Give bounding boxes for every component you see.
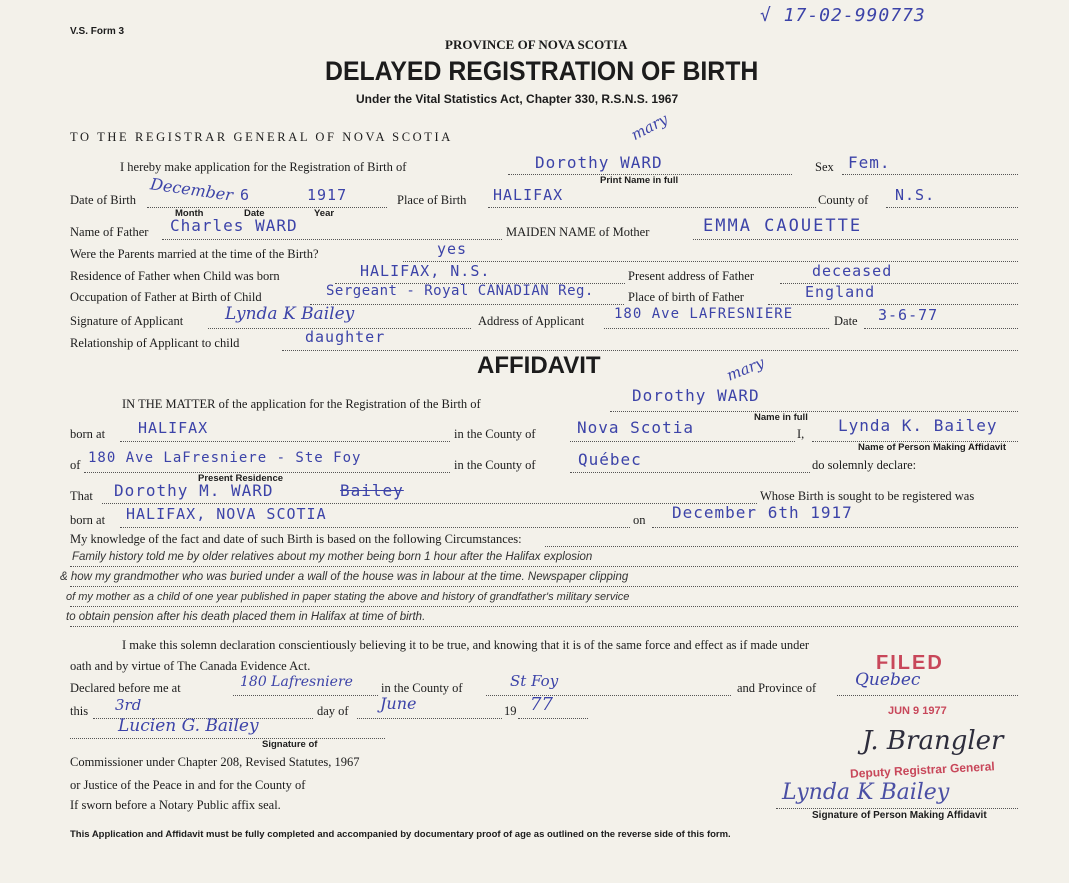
form-title: DELAYED REGISTRATION OF BIRTH <box>325 56 759 86</box>
applicant-signature-label: Signature of Applicant <box>70 314 184 328</box>
affiant-signature: Lynda K Bailey <box>782 780 950 805</box>
circumstance-line-3: of my mother as a child of one year published in paper stating the above and history of grandfather's military service <box>66 591 630 603</box>
circumstance-line-1: Family history told me by older relatives about my mother being born 1 hour after the Halifax explosion <box>72 551 593 563</box>
i-label: I, <box>797 427 805 441</box>
born-at-label: born at <box>70 427 106 441</box>
this-label: this <box>70 704 89 718</box>
and-province-label: and Province of <box>737 681 817 695</box>
struck-surname: Bailey <box>340 481 404 500</box>
maiden-name-label: MAIDEN NAME of Mother <box>506 225 650 239</box>
knowledge-label: My knowledge of the fact and date of such Birth is based on the following Circumstances: <box>70 532 522 546</box>
month-caption: Month <box>175 208 204 219</box>
residence-label: Residence of Father when Child was born <box>70 269 280 283</box>
commissioner-signature: Lucien G. Bailey <box>118 716 259 736</box>
affiant-residence-value: 180 Ave LaFresniere - Ste Foy <box>88 450 362 466</box>
applicant-address-label: Address of Applicant <box>478 314 585 328</box>
commissioner-text: Commissioner under Chapter 208, Revised Statutes, 1967 <box>70 755 360 769</box>
sex-value: Fem. <box>848 153 891 172</box>
hereby-label: I hereby make application for the Registration of Birth of <box>120 160 407 174</box>
declared-month-value: June <box>380 694 417 713</box>
nineteen-label: 19 <box>504 704 517 718</box>
place-of-birth-label: Place of Birth <box>397 193 467 207</box>
name-person-caption: Name of Person Making Affidavit <box>858 442 1006 453</box>
solemnly-declare-label: do solemnly declare: <box>812 458 917 472</box>
born-at-value: HALIFAX <box>138 419 209 437</box>
act-subtitle: Under the Vital Statistics Act, Chapter 330, R.S.N.S. 1967 <box>356 92 679 106</box>
occupation-value: Sergeant - Royal CANADIAN Reg. <box>326 283 594 299</box>
married-value: yes <box>437 240 468 258</box>
day-of-label: day of <box>317 704 349 718</box>
declared-before-label: Declared before me at <box>70 681 181 695</box>
circumstance-line-2: & how my grandmother who was buried under a wall of the house was in labour at the time. Newspaper clipping <box>60 571 629 583</box>
in-county-label: in the County of <box>454 427 536 441</box>
born-at-value-2: HALIFAX, NOVA SCOTIA <box>126 505 327 523</box>
declared-at-value: 180 Lafresniere <box>240 674 353 690</box>
form-number: V.S. Form 3 <box>70 26 125 37</box>
signature-person-caption: Signature of Person Making Affidavit <box>812 810 987 821</box>
solemn-declaration-text: I make this solemn declaration conscientiously believing it to be true, and knowing that it is of the same force and effect as if made under <box>122 638 810 652</box>
filed-stamp: FILED <box>876 652 944 674</box>
occupation-label: Occupation of Father at Birth of Child <box>70 290 262 304</box>
filed-stamp-date: JUN 9 1977 <box>888 705 947 717</box>
place-of-birth-value: HALIFAX <box>493 186 564 204</box>
application-date-label: Date <box>834 314 858 328</box>
affidavit-child-name: Dorothy WARD <box>632 386 760 405</box>
reference-number: √ 17-02-990773 <box>760 5 926 26</box>
married-label: Were the Parents married at the time of the Birth? <box>70 247 319 261</box>
applicant-signature-value: Lynda K Bailey <box>225 304 355 324</box>
notary-text: If sworn before a Notary Public affix seal. <box>70 798 281 812</box>
declared-county-value: St Foy <box>510 672 559 690</box>
footer-note: This Application and Affidavit must be fully completed and accompanied by documentary proof of age as outlined on the reverse side of this form. <box>70 829 731 840</box>
mother-maiden-value: EMMA CAOUETTE <box>703 216 863 236</box>
that-label: That <box>70 489 93 503</box>
county-value: N.S. <box>895 186 936 204</box>
father-name-value: Charles WARD <box>170 216 298 235</box>
affidavit-middle-name: mary <box>724 353 767 385</box>
date-caption: Date <box>244 208 265 219</box>
child-middle-name: mary <box>628 109 671 145</box>
in-matter-label: IN THE MATTER of the application for the Registration of the Birth of <box>122 397 481 411</box>
justice-text: or Justice of the Peace in and for the County of <box>70 778 306 792</box>
relationship-label: Relationship of Applicant to child <box>70 336 240 350</box>
present-residence-caption: Present Residence <box>198 473 284 484</box>
name-in-full-caption: Name in full <box>754 412 808 423</box>
present-address-label: Present address of Father <box>628 269 755 283</box>
that-name-value: Dorothy M. WARD <box>114 481 274 500</box>
in-county-label-3: in the County of <box>381 681 463 695</box>
print-name-caption: Print Name in full <box>600 175 679 186</box>
in-county-label-2: in the County of <box>454 458 536 472</box>
on-label: on <box>633 513 646 527</box>
circumstance-line-4: to obtain pension after his death placed them in Halifax at time of birth. <box>66 611 426 623</box>
father-birthplace-value: England <box>805 283 876 301</box>
declared-province-value: Quebec <box>855 670 921 690</box>
deputy-registrar-stamp: Deputy Registrar General <box>849 759 995 781</box>
registrar-signature: J. Brangler <box>862 726 1004 756</box>
dob-month-value: December <box>149 174 235 205</box>
applicant-address-value: 180 Ave LAFRESNIERE <box>614 306 794 322</box>
declared-year-value: 77 <box>530 694 553 715</box>
child-name-value: Dorothy WARD <box>535 153 663 172</box>
application-date-value: 3-6-77 <box>878 306 939 324</box>
dob-day-value: 6 <box>240 186 251 204</box>
county-label: County of <box>818 193 869 207</box>
province-heading: PROVINCE OF NOVA SCOTIA <box>445 37 628 52</box>
relationship-value: daughter <box>305 328 386 346</box>
affiant-name-value: Lynda K. Bailey <box>838 416 998 435</box>
dob-year-value: 1917 <box>307 186 348 204</box>
on-date-value: December 6th 1917 <box>672 503 853 522</box>
father-label: Name of Father <box>70 225 149 239</box>
father-birthplace-label: Place of birth of Father <box>628 290 744 304</box>
sex-label: Sex <box>815 160 834 174</box>
oath-text: oath and by virtue of The Canada Evidence Act. <box>70 659 311 673</box>
residence-value: HALIFAX, N.S. <box>360 262 491 280</box>
present-address-value: deceased <box>812 262 893 280</box>
declared-day-value: 3rd <box>115 696 142 714</box>
dob-label: Date of Birth <box>70 193 136 207</box>
born-at-label-2: born at <box>70 513 106 527</box>
affidavit-heading: AFFIDAVIT <box>477 352 601 379</box>
of-label: of <box>70 458 81 472</box>
born-county-value: Nova Scotia <box>577 418 694 437</box>
residence-county-value: Québec <box>578 450 642 469</box>
to-registrar-line: TO THE REGISTRAR GENERAL OF NOVA SCOTIA <box>70 130 453 144</box>
year-caption: Year <box>314 208 335 219</box>
whose-birth-label: Whose Birth is sought to be registered was <box>760 489 975 503</box>
signature-of-caption: Signature of <box>262 739 318 750</box>
